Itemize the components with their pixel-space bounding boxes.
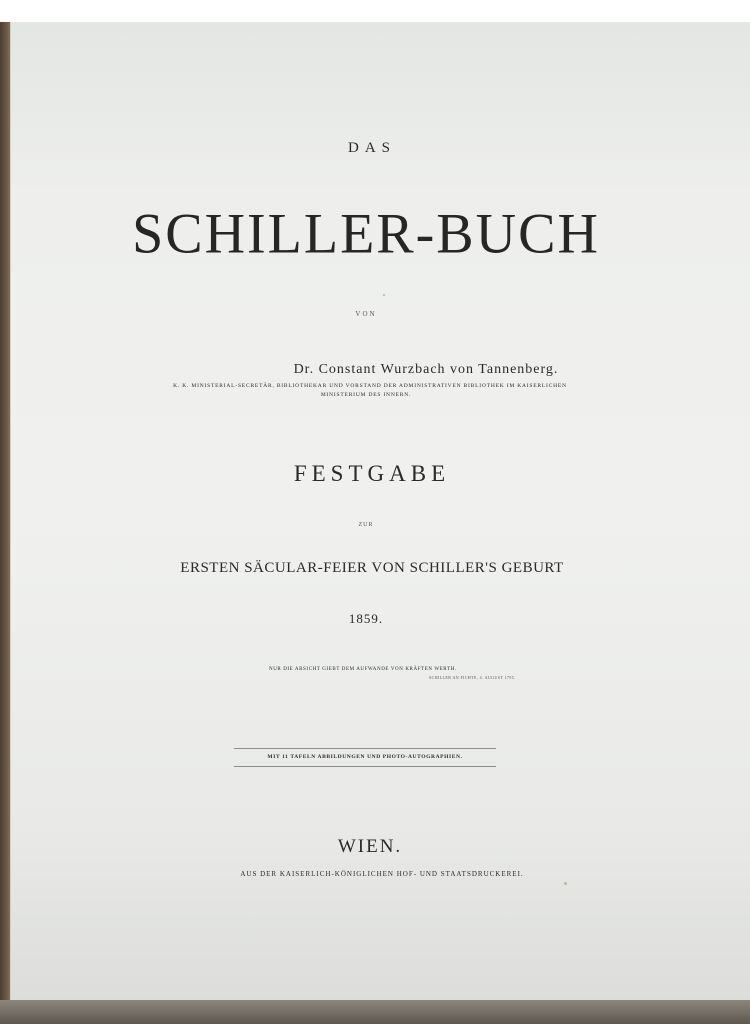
paper-speck [383, 294, 385, 296]
occasion-line: ERSTEN SÄCULAR-FEIER VON SCHILLER'S GEBURT [180, 560, 564, 576]
by-label: VON [355, 310, 377, 318]
background-top-edge [0, 0, 750, 22]
book-title: SCHILLER-BUCH [132, 202, 600, 266]
author-affiliation-line-1: K. K. MINISTERIAL-SECRETÄR, BIBLIOTHEKAR UND VORSTAND DER ADMINISTRATIVEN BIBLIOTHEK IM KAISERLICHEN [173, 383, 567, 389]
author-name: Dr. Constant Wurzbach von Tannenberg. [293, 362, 559, 377]
paper-speck [564, 882, 567, 885]
divider-bottom [234, 766, 496, 767]
epigraph-source: SCHILLER AN FICHTE, 4. AUGUST 1795. [429, 675, 516, 680]
zur-label: ZUR [358, 522, 374, 528]
plates-note: MIT 11 TAFELN ABBILDUNGEN UND PHOTO-AUTOGRAPHIEN. [267, 754, 463, 760]
publication-place: WIEN. [337, 836, 403, 857]
author-affiliation-line-2: MINISTERIUM DES INNERN. [320, 392, 412, 398]
title-page [10, 22, 750, 1002]
title-article: DAS [347, 140, 396, 156]
subtitle: FESTGABE [293, 461, 451, 486]
epigraph: NUR DIE ABSICHT GIEBT DEM AUFWANDE VON KRÄFTEN WERTH. [269, 667, 457, 672]
publication-year: 1859. [348, 611, 384, 626]
page-bottom-edge [0, 1000, 750, 1024]
divider-top [234, 748, 496, 749]
printer-imprint: AUS DER KAISERLICH-KÖNIGLICHEN HOF- UND STAATSDRUCKEREI. [240, 870, 524, 878]
